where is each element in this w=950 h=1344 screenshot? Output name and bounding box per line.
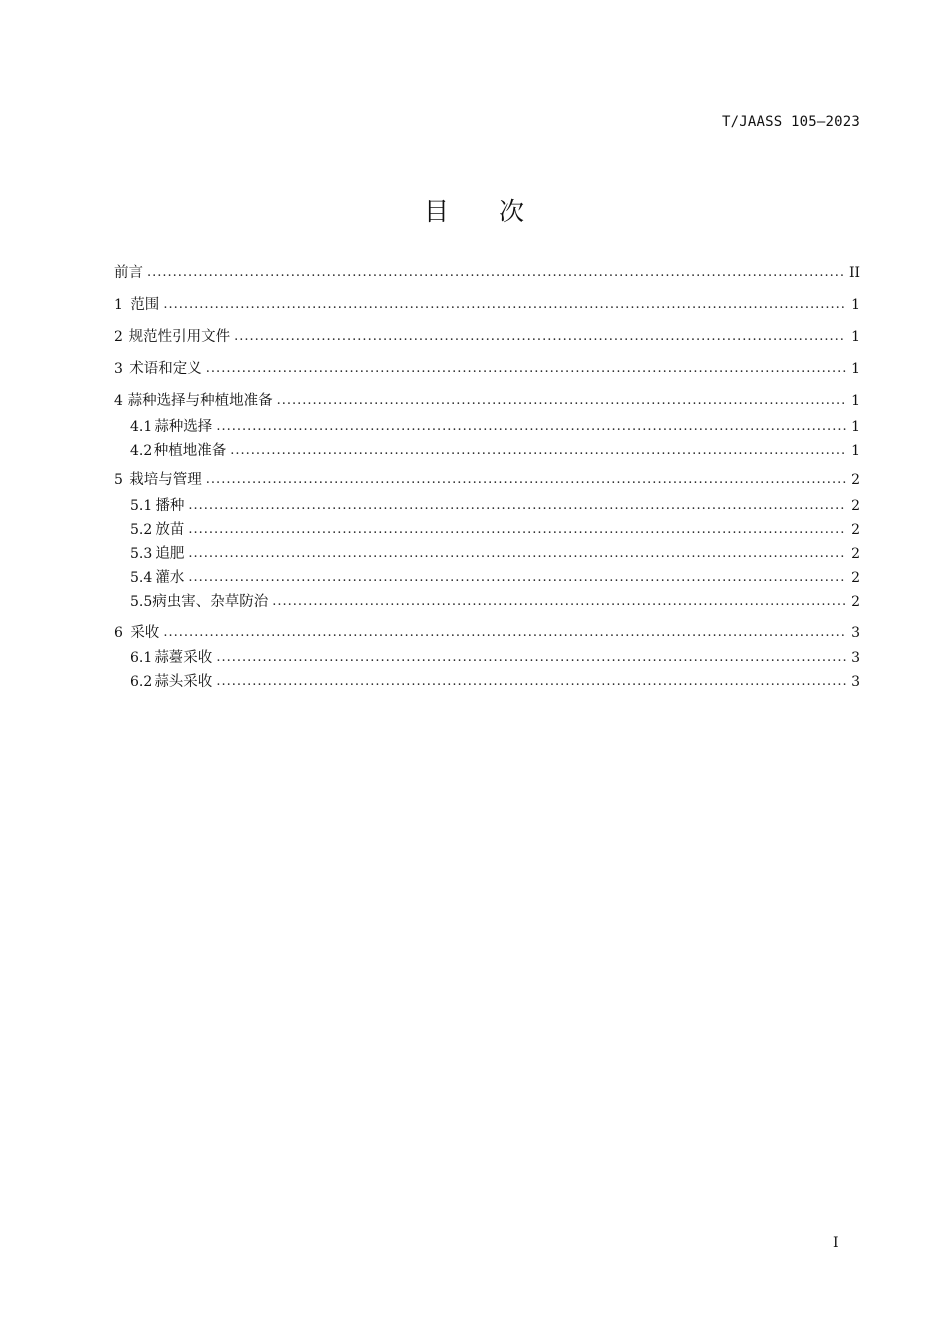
toc-entry-5-2[interactable] — [130, 519, 860, 541]
toc-entry-4-1[interactable] — [130, 416, 860, 438]
toc-entry-4[interactable] — [114, 390, 860, 412]
toc-label: 术语和定义 — [129, 361, 202, 377]
toc-page: 3 — [851, 650, 860, 666]
leader-dots — [163, 622, 846, 644]
toc-page: 1 — [851, 361, 860, 377]
toc-page: 1 — [851, 419, 860, 435]
toc-label: 病虫害、杂草防治 — [152, 594, 269, 610]
toc-entry-5-3[interactable] — [130, 543, 860, 565]
toc-page: II — [848, 265, 860, 281]
toc-number: 4.2 — [130, 443, 153, 459]
leader-dots — [234, 326, 846, 348]
toc-label: 放苗 — [155, 522, 185, 538]
leader-dots — [188, 495, 846, 517]
toc-entry-6[interactable] — [114, 622, 860, 644]
toc-number: 1 — [114, 297, 123, 313]
toc-page: 2 — [851, 522, 860, 538]
leader-dots — [272, 591, 846, 613]
toc-entry-4-2[interactable] — [130, 440, 860, 462]
leader-dots — [216, 416, 846, 438]
leader-dots — [206, 358, 846, 380]
toc-page: 2 — [851, 594, 860, 610]
toc-entry-5[interactable] — [114, 469, 860, 491]
toc-entry-2[interactable] — [114, 326, 860, 348]
toc-entry-1[interactable] — [114, 294, 860, 316]
toc-label: 灌水 — [155, 570, 185, 586]
toc-page: 2 — [851, 472, 860, 488]
leader-dots — [188, 519, 846, 541]
leader-dots — [230, 440, 846, 462]
toc-label: 范围 — [130, 297, 160, 313]
toc-number: 5.1 — [130, 498, 153, 514]
leader-dots — [216, 647, 846, 669]
toc-label: 栽培与管理 — [129, 472, 202, 488]
toc-label: 蒜种选择与种植地准备 — [127, 393, 273, 409]
toc-number: 6.1 — [130, 650, 153, 666]
toc-entry-6-1[interactable] — [130, 647, 860, 669]
toc-number: 5.2 — [130, 522, 153, 538]
toc-page: 2 — [851, 498, 860, 514]
toc-entry-5-4[interactable] — [130, 567, 860, 589]
toc-number: 5.4 — [130, 570, 153, 586]
toc-entry-6-2[interactable] — [130, 671, 860, 693]
leader-dots — [216, 671, 846, 693]
toc-entry-5-5[interactable] — [130, 591, 860, 613]
document-code: T/JAASS 105—2023 — [721, 114, 860, 130]
toc-page: 2 — [851, 570, 860, 586]
toc-entry-5-1[interactable] — [130, 495, 860, 517]
toc-page: 1 — [851, 329, 860, 345]
leader-dots — [277, 390, 846, 412]
page-number: I — [833, 1235, 839, 1251]
toc-entry-foreword[interactable] — [114, 262, 860, 284]
toc-label: 前言 — [114, 265, 143, 281]
title-char-2: 次 — [499, 197, 527, 226]
toc-page: 3 — [851, 674, 860, 690]
toc-number: 5.5 — [130, 594, 153, 610]
toc-page: 1 — [851, 297, 860, 313]
toc-page: 1 — [851, 393, 860, 409]
leader-dots — [147, 262, 845, 284]
leader-dots — [188, 567, 846, 589]
toc-entry-3[interactable] — [114, 358, 860, 380]
toc-number: 4 — [114, 393, 123, 409]
toc-label: 种植地准备 — [153, 443, 227, 459]
toc-number: 5 — [114, 472, 123, 488]
toc-number: 6.2 — [130, 674, 153, 690]
toc-page: 1 — [851, 443, 860, 459]
toc-number: 3 — [114, 361, 123, 377]
toc-number: 4.1 — [130, 419, 153, 435]
toc-label: 追肥 — [155, 546, 185, 562]
toc-label: 采收 — [130, 625, 160, 641]
toc-label: 播种 — [155, 498, 185, 514]
toc-page: 3 — [851, 625, 860, 641]
leader-dots — [188, 543, 846, 565]
leader-dots — [206, 469, 846, 491]
toc-number: 2 — [114, 329, 123, 345]
toc-number: 6 — [114, 625, 123, 641]
toc-number: 5.3 — [130, 546, 153, 562]
title-char-1: 目 — [423, 197, 451, 226]
toc-label: 蒜种选择 — [154, 419, 213, 435]
leader-dots — [163, 294, 846, 316]
toc-page: 2 — [851, 546, 860, 562]
toc-label: 蒜薹采收 — [154, 650, 213, 666]
toc-label: 规范性引用文件 — [128, 329, 231, 345]
toc-label: 蒜头采收 — [154, 674, 213, 690]
page-title — [0, 192, 950, 228]
